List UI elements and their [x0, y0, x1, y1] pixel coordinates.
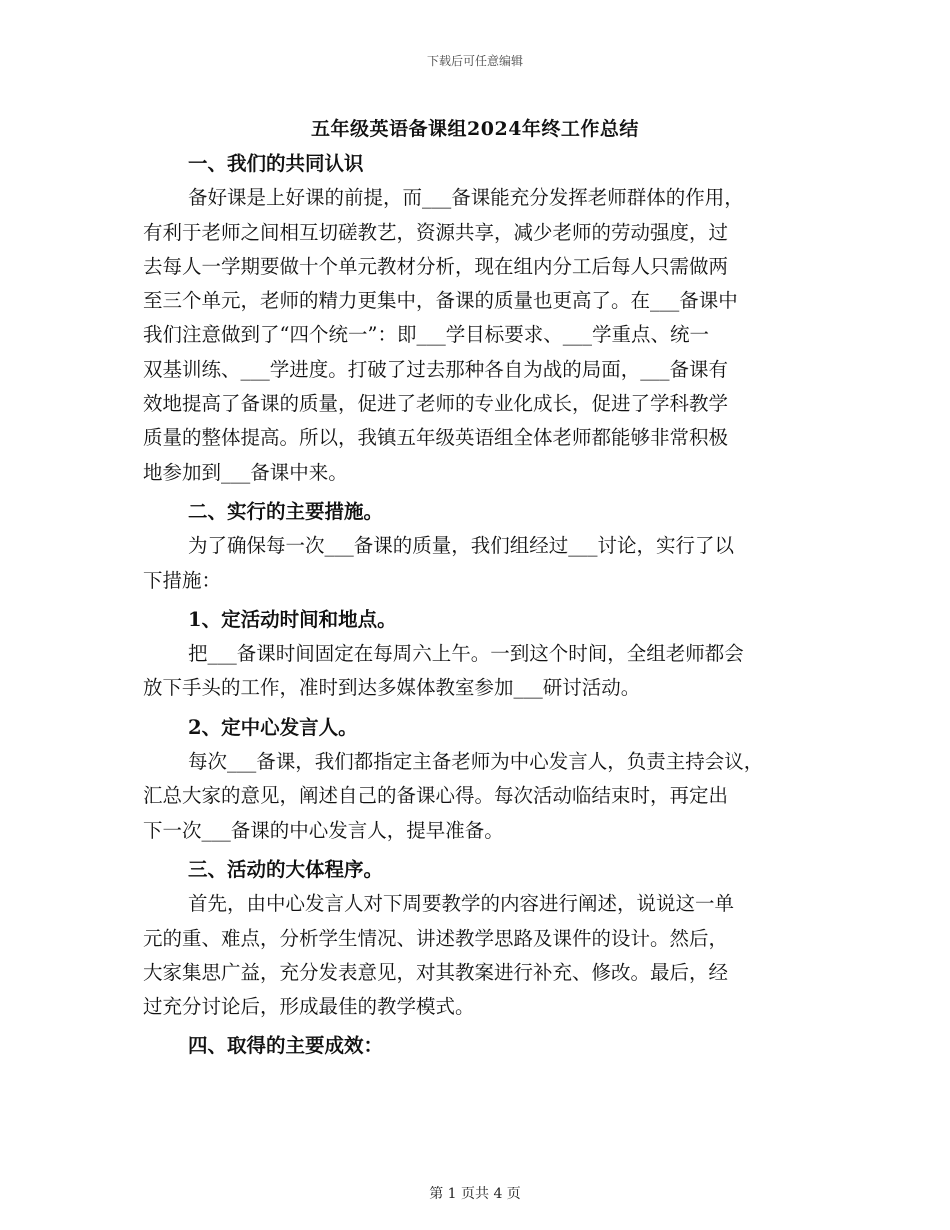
paragraph-line: 把___备课时间固定在每周六上午。一到这个时间，全组老师都会: [188, 642, 744, 666]
paragraph-line: 质量的整体提高。所以，我镇五年级英语组全体老师都能够非常积极: [143, 426, 729, 450]
paragraph-line: 地参加到___备课中来。: [143, 460, 348, 484]
paragraph-line: 放下手头的工作，准时到达多媒体教室参加___研讨活动。: [143, 676, 641, 700]
section-heading-3: 三、活动的大体程序。: [188, 857, 384, 881]
paragraph-line: 有利于老师之间相互切磋教艺，资源共享，减少老师的劳动强度，过: [143, 220, 729, 244]
paragraph-line: 效地提高了备课的质量，促进了老师的专业化成长，促进了学科教学: [143, 392, 729, 416]
paragraph-line: 过充分讨论后，形成最佳的教学模式。: [143, 995, 475, 1019]
paragraph-line: 双基训练、___学进度。打破了过去那种各自为战的局面，___备课有: [143, 357, 729, 381]
paragraph-line: 大家集思广益，充分发表意见，对其教案进行补充、修改。最后，经: [143, 960, 729, 984]
section-heading-4: 四、取得的主要成效：: [188, 1034, 384, 1058]
document-title: 五年级英语备课组2024年终工作总结: [311, 118, 639, 140]
paragraph-line: 元的重、难点，分析学生情况、讲述教学思路及课件的设计。然后，: [143, 926, 729, 950]
section-heading-2: 二、实行的主要措施。: [188, 499, 384, 523]
subsection-heading-1: 1、定活动时间和地点。: [188, 607, 397, 631]
page-header: 下载后可任意编辑: [426, 54, 523, 68]
paragraph-line: 去每人一学期要做十个单元教材分析，现在组内分工后每人只需做两: [143, 254, 729, 278]
paragraph-line: 首先，由中心发言人对下周要教学的内容进行阐述，说说这一单: [188, 892, 735, 916]
subsection-heading-2: 2、定中心发言人。: [188, 715, 358, 739]
paragraph-line: 汇总大家的意见，阐述自己的备课心得。每次活动临结束时，再定出: [143, 784, 729, 808]
paragraph-line: 至三个单元，老师的精力更集中，备课的质量也更高了。在___备课中: [143, 289, 738, 313]
paragraph-line: 为了确保每一次___备课的质量，我们组经过___讨论，实行了以: [188, 534, 735, 558]
paragraph-line: 下一次___备课的中心发言人，提早准备。: [143, 818, 504, 842]
paragraph-line: 下措施：: [143, 568, 222, 592]
paragraph-line: 备好课是上好课的前提，而___备课能充分发挥老师群体的作用，: [188, 186, 744, 210]
paragraph-line: 每次___备课，我们都指定主备老师为中心发言人，负责主持会议，: [188, 750, 764, 774]
document-body: [143, 147, 813, 1064]
page-footer: 第 1 页共 4 页: [429, 1186, 521, 1202]
paragraph-line: 我们注意做到了“四个统一”：即___学目标要求、___学重点、统一: [143, 323, 709, 347]
section-heading-1: 一、我们的共同认识: [188, 152, 364, 175]
